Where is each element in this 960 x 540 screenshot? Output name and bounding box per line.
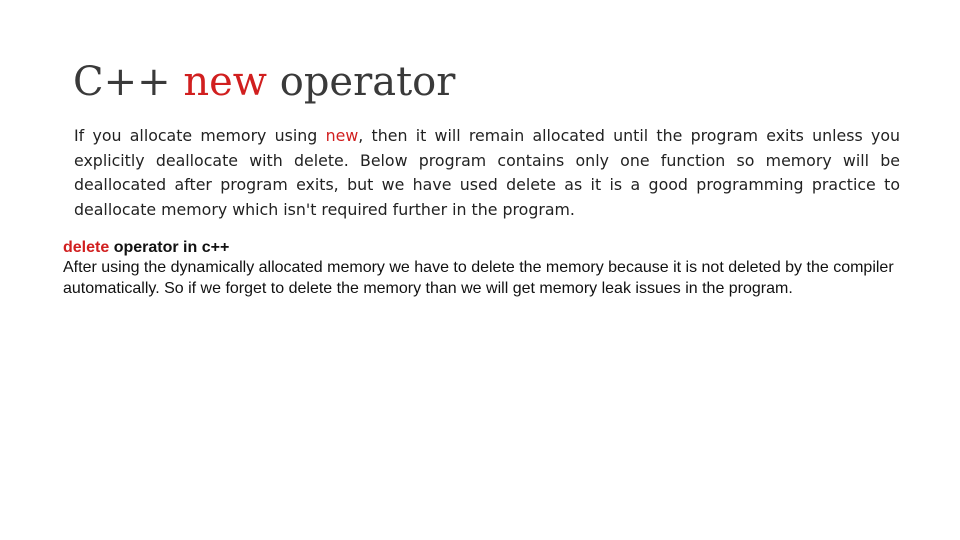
delete-section-text: After using the dynamically allocated memory we have to delete the memory because it is not deleted by the compiler automatically. So if we forget to delete the memory than we will get memory leak issues in the program. <box>63 259 894 297</box>
slide-title <box>73 52 455 112</box>
title-prefix: C++ <box>73 59 184 105</box>
paragraph-keyword-new: new <box>325 126 359 145</box>
delete-section-heading <box>63 238 903 258</box>
heading-rest: operator in c++ <box>109 239 230 256</box>
paragraph-lead: If you allocate memory using <box>74 126 326 145</box>
heading-keyword-delete: delete <box>63 239 110 256</box>
delete-operator-section <box>63 238 903 299</box>
paragraph-rest: , then it will remain allocated until the program exits unless you explicitly deallocate with delete. Below program contains only one function so memory will be deallocated after program exits, but we have used delete as it is a good programming practice to deallocate memory which isn't required further in the program. <box>74 126 900 219</box>
title-suffix: operator <box>267 59 456 105</box>
title-keyword-new: new <box>183 59 268 105</box>
new-operator-paragraph <box>74 124 900 222</box>
